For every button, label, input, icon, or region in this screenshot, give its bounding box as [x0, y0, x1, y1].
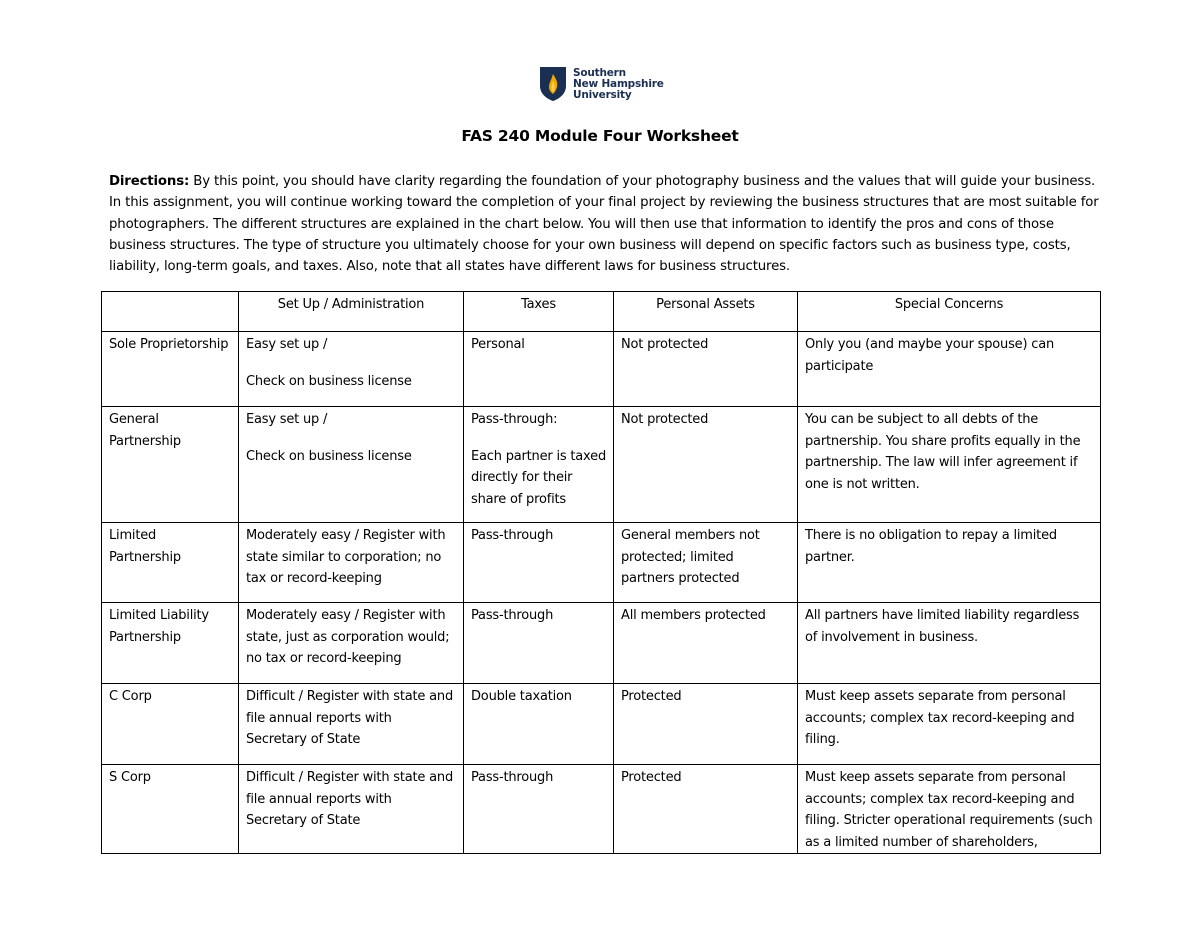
assets-cell: Protected — [614, 765, 798, 854]
setup-text: Easy set up / — [246, 412, 328, 427]
setup-cell — [239, 332, 464, 407]
directions-text: By this point, you should have clarity regarding the foundation of your photography business and the values that will guide your business. In this assignment, you will continue working toward the completion of your final project by reviewing the business structures that are most suitable for photographers. The different structures are explained in the chart below. You will then use that information to identify the pros and cons of those business structures. The type of structure you ultimately choose for your own business will depend on specific factors such as business type, costs, liability, long-term goals, and taxes. Also, note that all states have different laws for business structures. — [109, 174, 1099, 275]
logo-line-1: Southern — [573, 66, 626, 79]
concerns-cell: Must keep assets separate from personal accounts; complex tax record-keeping and filing. Stricter operational requirements (such as a limited number of shareholders, — [798, 765, 1101, 854]
table-row — [102, 684, 1101, 765]
table-row — [102, 765, 1101, 854]
taxes-note: Each partner is taxed directly for their share of profits — [471, 448, 606, 507]
logo-line-2: New Hampshire — [573, 77, 664, 90]
directions-paragraph — [109, 171, 1099, 277]
header-cell-setup: Set Up / Administration — [239, 292, 464, 332]
header-cell-blank — [102, 292, 239, 332]
setup-cell: Difficult / Register with state and file annual reports with Secretary of State — [239, 684, 464, 765]
taxes-text: Personal — [471, 337, 525, 352]
setup-note: Check on business license — [246, 448, 412, 464]
concerns-cell: You can be subject to all debts of the partnership. You share profits equally in the partnership. The law will infer agreement if one is not written. — [798, 407, 1101, 523]
page-title: FAS 240 Module Four Worksheet — [461, 127, 739, 145]
university-logo — [539, 66, 664, 102]
setup-text: Easy set up / — [246, 337, 328, 352]
taxes-cell: Pass-through — [464, 523, 614, 603]
taxes-cell: Pass-through — [464, 765, 614, 854]
concerns-cell: Only you (and maybe your spouse) can participate — [798, 332, 1101, 407]
taxes-cell: Double taxation — [464, 684, 614, 765]
header-cell-concerns: Special Concerns — [798, 292, 1101, 332]
setup-cell: Moderately easy / Register with state, just as corporation would; no tax or record-keeping — [239, 603, 464, 684]
assets-cell: Protected — [614, 684, 798, 765]
assets-cell: Not protected — [614, 332, 798, 407]
concerns-cell: There is no obligation to repay a limited partner. — [798, 523, 1101, 603]
table-row — [102, 523, 1101, 603]
taxes-cell: Pass-through — [464, 603, 614, 684]
setup-cell — [239, 407, 464, 523]
structure-name-cell: C Corp — [102, 684, 239, 765]
table-row — [102, 407, 1101, 523]
setup-note: Check on business license — [246, 373, 412, 389]
structure-name-cell: Sole Proprietorship — [102, 332, 239, 407]
structure-name-cell: S Corp — [102, 765, 239, 854]
shield-flame-icon — [539, 66, 567, 102]
business-structures-table — [101, 291, 1101, 854]
structure-name-cell: Limited Partnership — [102, 523, 239, 603]
concerns-cell: All partners have limited liability regardless of involvement in business. — [798, 603, 1101, 684]
taxes-text: Pass-through: — [471, 412, 558, 427]
header-cell-taxes: Taxes — [464, 292, 614, 332]
directions-label: Directions: — [109, 174, 190, 189]
assets-cell: All members protected — [614, 603, 798, 684]
structure-name-cell: Limited Liability Partnership — [102, 603, 239, 684]
concerns-cell: Must keep assets separate from personal accounts; complex tax record-keeping and filing. — [798, 684, 1101, 765]
taxes-cell — [464, 407, 614, 523]
table-row — [102, 332, 1101, 407]
assets-cell: General members not protected; limited partners protected — [614, 523, 798, 603]
setup-cell: Difficult / Register with state and file annual reports with Secretary of State — [239, 765, 464, 854]
assets-cell: Not protected — [614, 407, 798, 523]
table-row — [102, 603, 1101, 684]
setup-cell: Moderately easy / Register with state similar to corporation; no tax or record-keeping — [239, 523, 464, 603]
table-header-row — [102, 292, 1101, 332]
logo-wordmark — [573, 68, 664, 101]
taxes-cell — [464, 332, 614, 407]
structure-name-cell: General Partnership — [102, 407, 239, 523]
header-cell-assets: Personal Assets — [614, 292, 798, 332]
logo-line-3: University — [573, 88, 632, 101]
